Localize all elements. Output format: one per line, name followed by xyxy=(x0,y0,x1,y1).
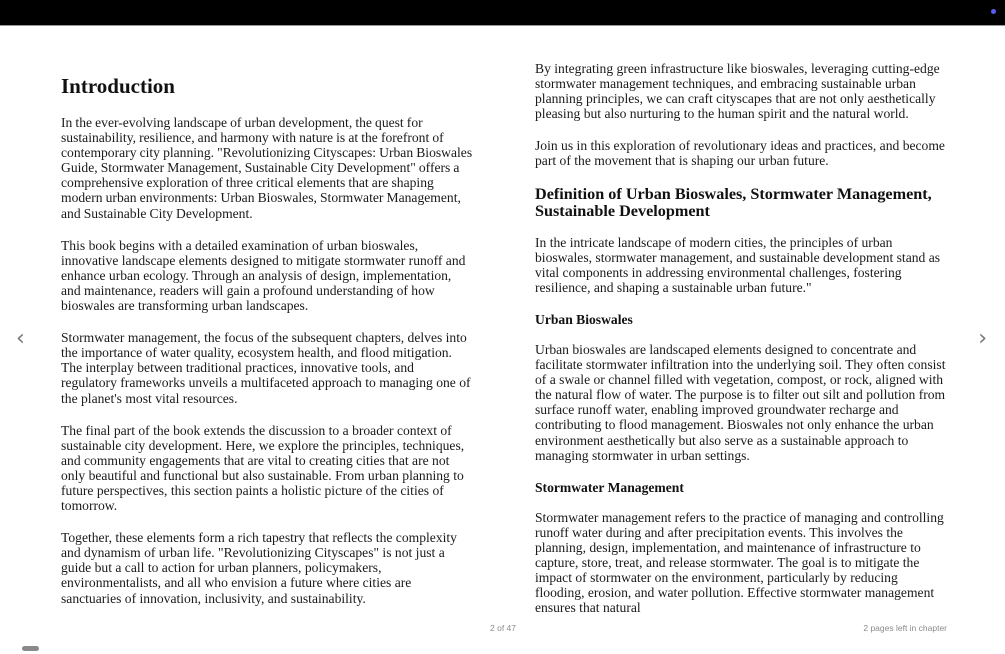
paragraph: Urban bioswales are landscaped elements designed to concentrate and facilitate stormwater infiltration into the underlying soil. They often consist of a swale or channel filled with vegetation, compost, or rock, aligned with the natural flow of water. The purpose is to filter out silt and pollution from surface runoff water, enabling improved groundwater recharge and contributing to flood management. Bioswales not only enhance the urban environment aesthetically but also serve as a sustainable approach to managing stormwater in urban settings. xyxy=(535,341,946,463)
paragraph: By integrating green infrastructure like bioswales, leveraging cutting-edge stormwater management techniques, and embracing sustainable urban planning principles, we can craft cityscapes that are not only aesthetically pleasing but also nurturing to the human spirit and the natural world. xyxy=(535,61,940,122)
subsection-heading-stormwater-management: Stormwater Management xyxy=(535,479,684,495)
paragraph: Stormwater management, the focus of the subsequent chapters, delves into the importance of water quality, ecosystem health, and flood mitigation. The interplay between traditional practices, innovative tools, and regulatory frameworks unveils a multifaceted approach to managing one of the planet's most vital resources. xyxy=(61,330,471,406)
left-page xyxy=(61,73,473,623)
section-heading: Definition of Urban Bioswales, Stormwater Management, Sustainable Development xyxy=(535,184,932,220)
next-page-button[interactable] xyxy=(978,326,987,352)
paragraph: This book begins with a detailed examination of urban bioswales, innovative landscape elements designed to mitigate stormwater runoff and enhance urban ecology. Through an analysis of design, implementation, and maintenance, readers will gain a profound understanding of how bioswales are transforming urban landscapes. xyxy=(61,237,466,314)
previous-page-button[interactable] xyxy=(16,326,25,352)
drag-handle[interactable] xyxy=(22,646,39,651)
page-indicator: 2 of 47 xyxy=(490,623,516,633)
paragraph: In the intricate landscape of modern cities, the principles of urban bioswales, stormwater management, and sustainable development stand as vital components in addressing environmental challenges, fostering resilience, and shaping a sustainable urban future." xyxy=(535,234,941,295)
chevron-left-icon: ‹ xyxy=(16,326,25,351)
paragraph: Stormwater management refers to the practice of managing and controlling runoff water during and after precipitation events. This involves the planning, design, implementation, and maintenance of infrastructure to capture, store, treat, and release stormwater. The goal is to mitigate the impact of stormwater on the environment, particularly by reducing flooding, erosion, and water pollution. Effective stormwater management ensures that natural xyxy=(535,509,944,616)
pages-left-in-chapter: 2 pages left in chapter xyxy=(863,623,947,633)
right-page xyxy=(535,61,947,632)
top-bar xyxy=(0,0,1005,26)
chevron-right-icon: › xyxy=(978,326,987,351)
status-indicator-dot xyxy=(991,9,996,14)
paragraph: In the ever-evolving landscape of urban development, the quest for sustainability, resilience, and harmony with nature is at the forefront of contemporary city planning. "Revolutionizing Cityscapes: Urban Bioswales Guide, Stormwater Management, Sustainable City Development" offers a comprehensive exploration of three critical elements that are shaping modern urban environments: Urban Bioswales, Stormwater Management, and Sustainable City Development. xyxy=(61,115,473,221)
chapter-title: Introduction xyxy=(61,74,175,98)
subsection-heading-urban-bioswales: Urban Bioswales xyxy=(535,311,633,327)
paragraph: Together, these elements form a rich tapestry that reflects the complexity and dynamism of urban life. "Revolutionizing Cityscapes" is not just a guide but a call to action for urban planners, policymakers, environmentalists, and all who envision a future where cities are sanctuaries of innovation, inclusivity, and sustainability. xyxy=(61,530,457,606)
paragraph: The final part of the book extends the discussion to a broader context of sustainable city development. Here, we explore the principles, techniques, and community engagements that are vital to creating cities that are not only beautiful and functional but also sustainable. From urban planning to future perspectives, this section paints a holistic picture of the cities of tomorrow. xyxy=(61,422,465,514)
paragraph: Join us in this exploration of revolutionary ideas and practices, and become part of the movement that is shaping our urban future. xyxy=(535,138,945,169)
